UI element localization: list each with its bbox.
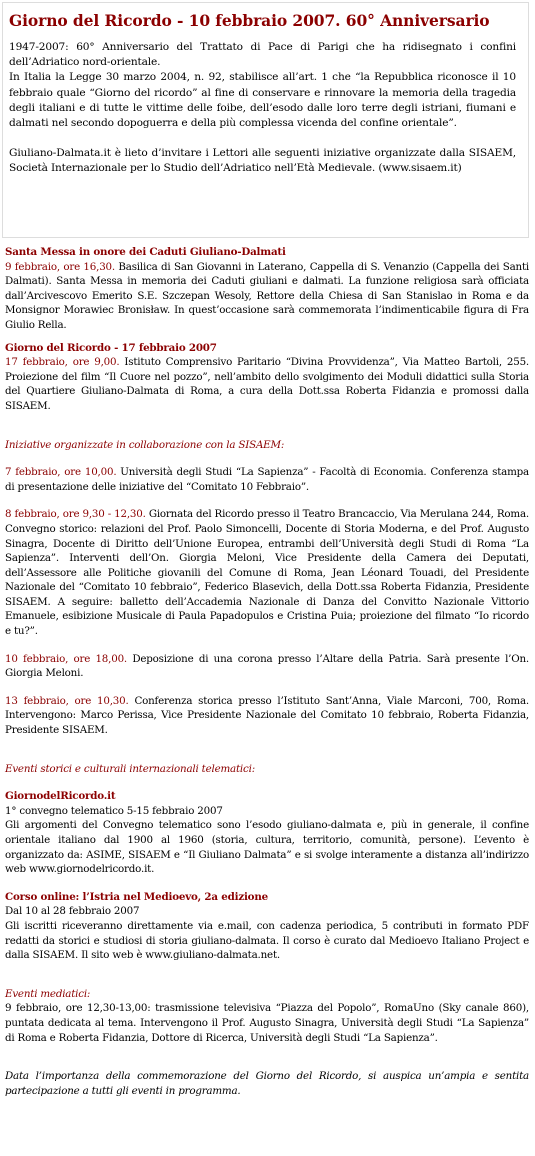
page-title: Giorno del Ricordo - 10 febbraio 2007. 60° Anniversario [9, 11, 490, 30]
intro-anniversary-text: 1947-2007: 60° Anniversario del Trattato di Pace di Parigi che ha ridisegnato i confini dell’Adriatico nord-orientale. [9, 41, 516, 69]
section-heading-mediatici: Eventi mediatici: [5, 987, 91, 1000]
intro-paragraph-anniversary [9, 40, 516, 131]
event-item-7-febbraio [5, 465, 529, 494]
section-title-giornodelricordo: GiornodelRicordo.it [5, 790, 116, 803]
section-title-corso-online: Corso online: l’Istria nel Medioevo, 2a edizione [5, 890, 268, 903]
event-date: 7 febbraio, ore 10,00. [5, 466, 117, 479]
paragraph-giorno-17 [5, 355, 529, 413]
event-text: Basilica di San Giovanni in Laterano, Cappella di S. Venanzio (Cappella dei Santi Dalmati). Santa Messa in memoria dei Caduti giuliani e dalmati. La funzione religiosa sarà officiata dall’Arcivescovo Emerito S.E. Szczepan Wesoly, Rettore della Chiesa di San Stanislao in Roma e da Monsignor Morawiec Bronisław. In quest’occasione sarà commemorata l’indimenticabile figura di Fra Giulio Rella. [5, 260, 529, 331]
event-item-8-febbraio [5, 507, 529, 638]
event-text: Conferenza storica presso l’Istituto Sant’Anna, Viale Marconi, 700, Roma. Intervengono: Marco Perissa, Vice Presidente Nazionale del Comitato 10 febbraio, Roberta Fidanzia, Presidente SISAEM. [5, 694, 529, 737]
corso-text: Gli iscritti riceveranno direttamente via e.mail, con cadenza periodica, 5 contributi in formato PDF redatti da storici e studiosi di storia giuliano-dalmata. Il corso è curato dal Medioevo Italiano Project e dalla SISAEM. Il sito web è www.giuliano-dalmata.net. [5, 919, 529, 962]
header-box [2, 2, 529, 238]
intro-paragraph-invitation: Giuliano-Dalmata.it è lieto d’invitare i Lettori alle seguenti iniziative organizzate dalla SISAEM, Società Internazionale per lo Studio dell’Adriatico nell’Età Medievale. (www.sisaem.it) [9, 147, 516, 175]
event-text: Istituto Comprensivo Paritario “Divina Provvidenza”, Via Matteo Bartoli, 255. Proiezione del film “Il Cuore nel pozzo”, nell’ambito dello svolgimento dei Moduli didattici sulla Storia del Quartiere Giuliano-Dalmata di Roma, a cura della Dott.ssa Roberta Fidanzia e promossi dalla SISAEM. [5, 356, 529, 412]
event-text: Università degli Studi “La Sapienza” - Facoltà di Economia. Conferenza stampa di presentazione delle iniziative del “Comitato 10 Febbraio”. [5, 466, 529, 493]
section-title-giorno-17: Giorno del Ricordo - 17 febbraio 2007 [5, 341, 217, 354]
convegno-subtitle: 1° convegno telematico 5-15 febbraio 2007 [5, 804, 223, 817]
convegno-text: Gli argomenti del Convegno telematico sono l’esodo giuliano-dalmata e, più in generale, il confine orientale italiano dal 1900 al 1960 (storia, cultura, territorio, comunità, persone). L’evento è organizzato da: ASIME, SISAEM e “Il Giuliano Dalmata” e si svolge interamente a distanza all’indirizzo web www.giornodelricordo.it. [5, 819, 529, 876]
document-body [5, 245, 529, 1098]
event-date: 8 febbraio, ore 9,30 - 12,30. [5, 508, 146, 521]
event-item-10-febbraio [5, 652, 529, 681]
event-text: Deposizione di una corona presso l’Altare della Patria. Sarà presente l’On. Giorgia Meloni. [5, 652, 529, 680]
mediatici-text: 9 febbraio, ore 12,30-13,00: trasmissione televisiva “Piazza del Popolo”, RomaUno (Sky canale 860), puntata dedicata al tema. Intervengono il Prof. Augusto Sinagra, Università degli Studi “La Sapienza” di Roma e Roberta Fidanzia, Dottore di Ricerca, Università degli Studi “La Sapienza”. [5, 1002, 529, 1044]
event-date: 13 febbraio, ore 10,30. [5, 694, 129, 707]
intro-law-text: In Italia la Legge 30 marzo 2004, n. 92, stabilisce all’art. 1 che “la Repubblica riconosce il 10 febbraio quale “Giorno del ricordo” al fine di conservare e rinnovare la memoria della tragedia degli italiani e di tutte le vittime delle foibe, dell’esodo dalle loro terre degli istriani, fiumani e dalmati nel secondo dopoguerra e della più complessa vicenda del confine orientale”. [9, 71, 516, 130]
section-title-santa-messa: Santa Messa in onore dei Caduti Giuliano-Dalmati [5, 246, 286, 258]
section-heading-telematici: Eventi storici e culturali internazionali telematici: [5, 762, 255, 775]
event-item-13-febbraio [5, 694, 529, 738]
event-text: Giornata del Ricordo presso il Teatro Brancaccio, Via Merulana 244, Roma. Convegno storico: relazioni del Prof. Paolo Simoncelli, Docente di Storia Moderna, e del Prof. Augusto Sinagra, Docente di Diritto dell’Unione Europea, entrambi dell’Università degli Studi di Roma “La Sapienza”. Interventi dell’On. Giorgia Meloni, Vice Presidente della Camera dei Deputati, dell’Assessore alle Politiche giovanili del Comune di Roma, Jean Léonard Touadi, del Presidente Nazionale del “Comitato 10 febbraio”, Federico Blasevich, della Dott.ssa Roberta Fidanzia, Presidente SISAEM. A seguire: balletto dell’Accademia Nazionale di Danza del Convitto Nazionale Vittorio Emanuele, esibizione Musicale di Paula Papadopulos e Cristina Puia; proiezione del filmato “Io ricordo e tu?”. [5, 508, 530, 638]
section-heading-collaborazione: Iniziative organizzate in collaborazione con la SISAEM: [5, 438, 285, 451]
closing-paragraph: Data l’importanza della commemorazione del Giorno del Ricordo, si auspica un’ampia e sentita partecipazione a tutti gli eventi in programma. [5, 1070, 529, 1097]
paragraph-santa-messa [5, 260, 529, 333]
event-date: 17 febbraio, ore 9,00. [5, 356, 120, 369]
event-date: 9 febbraio, ore 16,30. [5, 260, 115, 273]
corso-subtitle: Dal 10 al 28 febbraio 2007 [5, 905, 140, 918]
event-date: 10 febbraio, ore 18,00. [5, 652, 127, 665]
